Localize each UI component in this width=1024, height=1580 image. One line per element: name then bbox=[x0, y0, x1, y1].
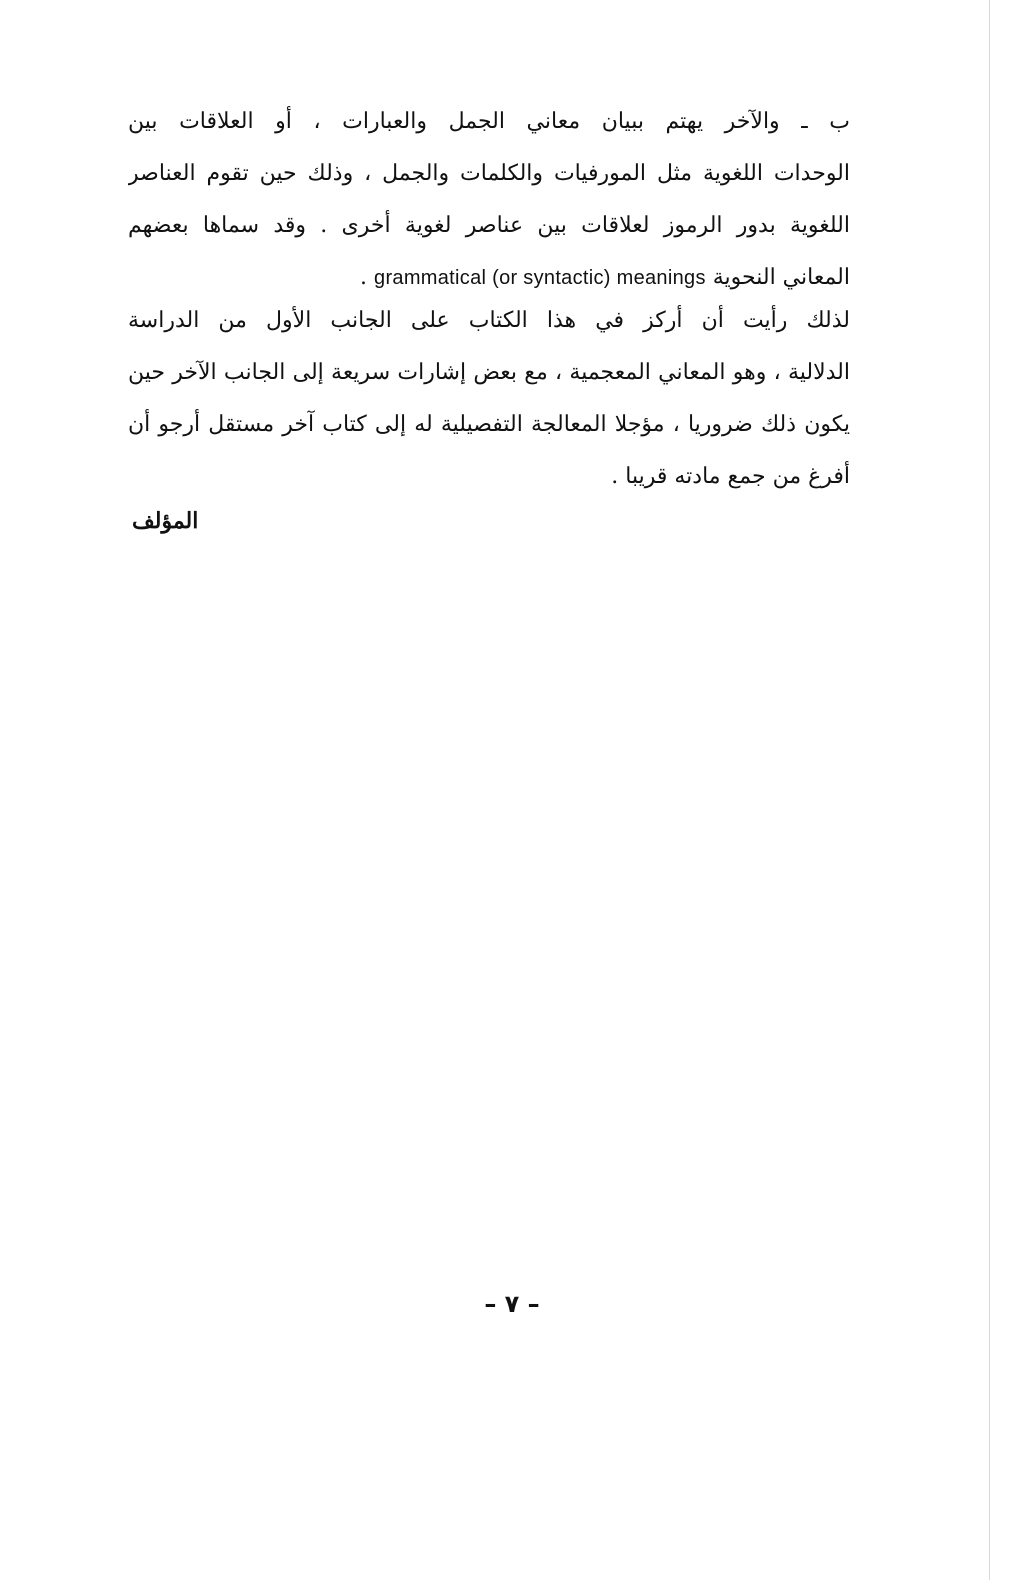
paragraph-1-line-1: ب ـ والآخر يهتم ببيان معاني الجمل والعبارات ، أو العلاقات بين bbox=[128, 109, 850, 134]
paragraph-2 bbox=[128, 295, 850, 503]
page-edge-line bbox=[989, 0, 990, 1580]
paragraph-2-line-3: يكون ذلك ضروريا ، مؤجلا المعالجة التفصيلية له إلى كتاب آخر مستقل أرجو أن bbox=[128, 412, 850, 437]
paragraph-2-line-1: لذلك رأيت أن أركز في هذا الكتاب على الجانب الأول من الدراسة bbox=[128, 308, 850, 333]
arabic-term: المعاني النحوية bbox=[712, 265, 850, 290]
page-number: – ٧ – bbox=[484, 1290, 540, 1318]
sentence-end: . bbox=[360, 265, 368, 290]
paragraph-1-line-3: اللغوية بدور الرموز لعلاقات بين عناصر لغوية أخرى . وقد سماها بعضهم bbox=[128, 213, 850, 238]
author-signature: المؤلف bbox=[132, 508, 199, 534]
paragraph-2-line-4: أفرغ من جمع مادته قريبا . bbox=[611, 464, 850, 489]
paragraph-1 bbox=[128, 96, 850, 304]
paragraph-1-line-2: الوحدات اللغوية مثل المورفيات والكلمات والجمل ، وذلك حين تقوم العناصر bbox=[128, 161, 850, 186]
paragraph-2-line-2: الدلالية ، وهو المعاني المعجمية ، مع بعض إشارات سريعة إلى الجانب الآخر حين bbox=[128, 360, 850, 385]
english-term: grammatical (or syntactic) meanings bbox=[374, 267, 706, 289]
